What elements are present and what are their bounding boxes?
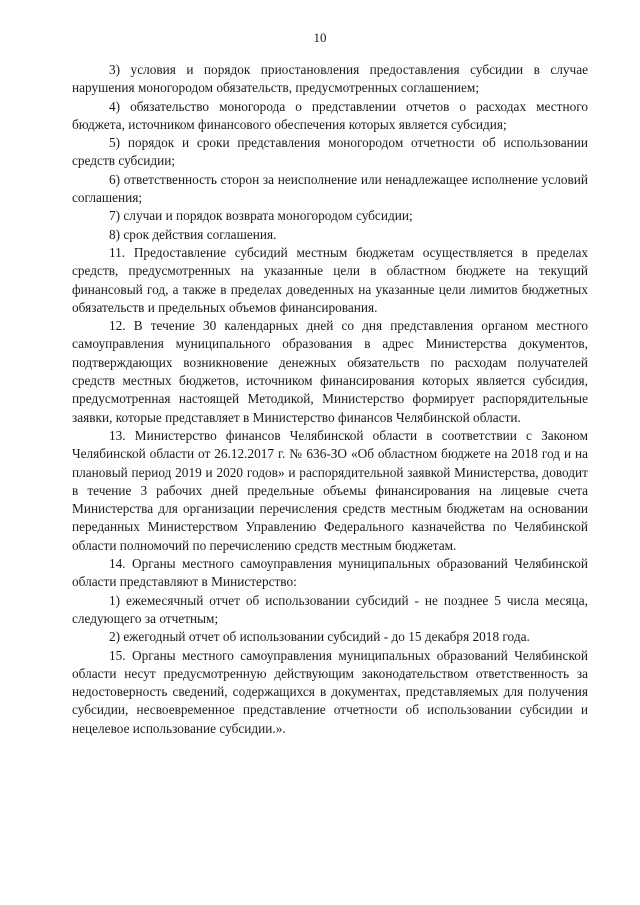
paragraph-item-4: 4) обязательство моногорода о представлении отчетов о расходах местного бюджета, источником финансового обеспечения которых является субсидия; <box>72 98 588 132</box>
paragraph-item-6: 6) ответственность сторон за неисполнение или ненадлежащее исполнение условий соглашения; <box>72 171 588 206</box>
document-body <box>72 61 588 738</box>
paragraph-item-3: 3) условия и порядок приостановления предоставления субсидии в случае нарушения моногородом обязательств, предусмотренных соглашением; <box>72 62 588 96</box>
paragraph-12: 12. В течение 30 календарных дней со дня представления органом местного самоуправления муниципального образования в адрес Министерства документов, подтверждающих возникновение денежных обязательств по расходам получателей средств местных бюджетов, источником финансирования которых является субсидия, предусмотренная настоящей Методикой, Министерство формирует распорядительные заявки, которые представляет в Министерство финансов Челябинской области. <box>72 318 588 425</box>
page-number: 10 <box>313 30 327 45</box>
paragraph-item-7: 7) случаи и порядок возврата моногородом субсидии; <box>109 208 413 224</box>
paragraph-11: 11. Предоставление субсидий местным бюджетам осуществляется в пределах средств, предусмотренных на указанные цели в областном бюджете на текущий финансовый год, а также в пределах доведенных на указанные цели лимитов бюджетных обязательств и предельных объемов финансирования. <box>72 244 588 315</box>
paragraph-15: 15. Органы местного самоуправления муниципальных образований Челябинской области несут предусмотренную действующим законодательством ответственность за недостоверность сведений, содержащихся в документах, представляемых для получения субсидии, несвоевременное представление отчетности об использовании субсидии и нецелевое использование субсидии.». <box>72 647 588 736</box>
paragraph-14: 14. Органы местного самоуправления муниципальных образований Челябинской области представляют в Министерство: <box>72 556 588 590</box>
paragraph-item-8: 8) срок действия соглашения. <box>109 226 277 242</box>
paragraph-13: 13. Министерство финансов Челябинской области в соответствии с Законом Челябинской области от 26.12.2017 г. № 636-ЗО «Об областном бюджете на 2018 год и на плановый период 2019 и 2020 годов» и распорядительной заявкой Министерства, доводит в течение 3 рабочих дней предельные объемы финансирования на лицевые счета Министерства для организации перечисления средств местным бюджетам на основании переданных Министерством Управлению Федерального казначейства по Челябинской области полномочий по перечислению средств местным бюджетам. <box>72 427 588 553</box>
paragraph-14-item-1: 1) ежемесячный отчет об использовании субсидий - не позднее 5 числа месяца, следующего за отчетным; <box>72 592 588 626</box>
paragraph-item-5: 5) порядок и сроки представления моногородом отчетности об использовании средств субсидии; <box>72 135 588 169</box>
paragraph-14-item-2: 2) ежегодный отчет об использовании субсидий - до 15 декабря 2018 года. <box>109 629 530 645</box>
